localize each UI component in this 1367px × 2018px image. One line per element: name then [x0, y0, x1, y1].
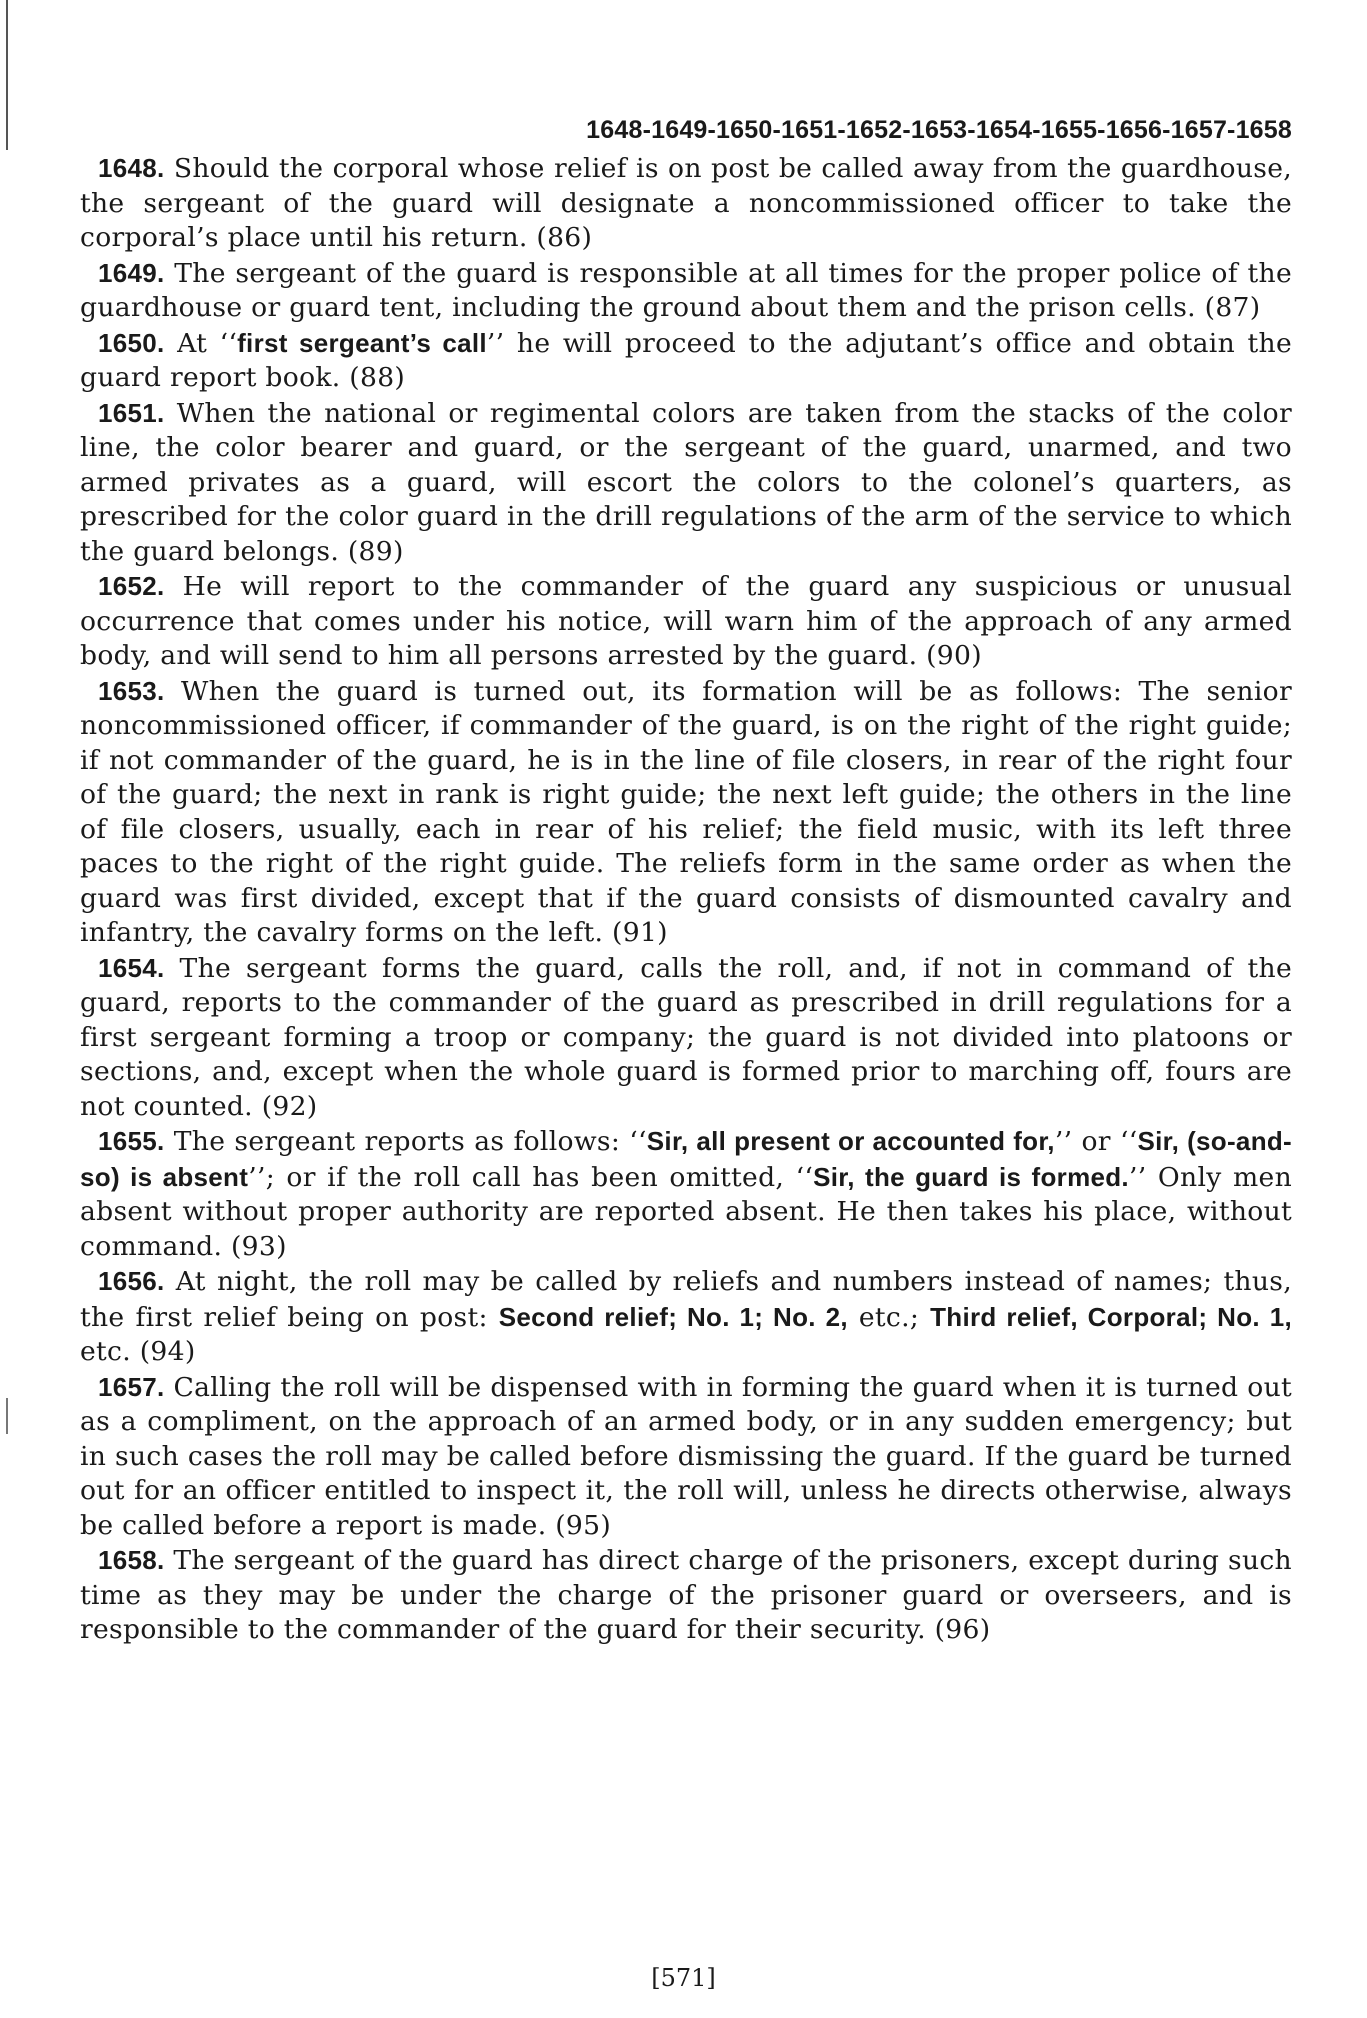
paragraph-text: He will report to the commander of the guard any suspicious or unusual occurrence that comes under his notice, will warn him of the approach of any armed body, and will send to him all persons arrested by the guard. (90): [80, 571, 1292, 671]
paragraph-text: Calling the roll will be dispensed with in forming the guard when it is turned out as a compliment, on the approach of an armed body, or in any sudden emergency; but in such cases the roll may be called before dismissing the guard. If the guard be turned out for an officer entitled to inspect it, the roll will, unless he directs otherwise, always be called before a report is made. (95): [80, 1371, 1292, 1541]
paragraph: [80, 1370, 1292, 1544]
bold-phrase: first sergeant’s call: [237, 327, 487, 358]
paragraph-text: The sergeant forms the guard, calls the roll, and, if not in command of the guard, reports to the commander of the guard as prescribed in drill regulations for a first sergeant forming a troop or company; the guard is not divided into platoons or sections, and, except when the whole guard is formed prior to marching off, fours are not counted. (92): [80, 952, 1292, 1122]
paragraph-text: etc.;: [847, 1301, 931, 1333]
paragraph: [80, 396, 1292, 570]
paragraph-number: 1655.: [98, 1126, 165, 1156]
paragraph-number: 1651.: [98, 397, 165, 428]
paragraph: [80, 674, 1292, 951]
paragraph-number: 1652.: [98, 571, 165, 601]
paragraph-number: 1658.: [98, 1545, 165, 1575]
bold-phrase: Sir, the guard is formed.: [813, 1161, 1129, 1192]
running-head: 1648-1649-1650-1651-1652-1653-1654-1655-1656-1657-1658: [586, 116, 1292, 144]
paragraph: [80, 951, 1292, 1125]
paragraph-text: etc. (94): [80, 1336, 196, 1367]
paragraph-number: 1648.: [98, 153, 165, 183]
paragraph: [80, 1124, 1292, 1264]
paragraph: [80, 1543, 1292, 1648]
paragraph-text: The sergeant of the guard has direct charge of the prisoners, except during such time as they may be under the charge of the prisoner guard or overseers, and is responsible to the commander of the guard for their security. (96): [80, 1545, 1292, 1645]
bold-phrase: Third relief, Corporal; No. 1,: [930, 1301, 1292, 1332]
paragraph-number: 1650.: [98, 327, 165, 358]
paragraph-text: At ‘‘: [164, 327, 238, 359]
paragraph-text: At night, the roll may be called by reliefs and numbers instead of names; thus, the first relief being on post:: [80, 1266, 1292, 1333]
paragraph-text: ’’ or ‘‘: [1054, 1126, 1138, 1157]
paragraph-text: ’’ Only men absent without proper authority are reported absent. He then takes his place, without command. (93): [80, 1161, 1292, 1262]
bold-phrase: Sir, (so-and-so) is absent: [80, 1126, 1293, 1192]
paragraph: [80, 569, 1292, 674]
paragraph-number: 1649.: [98, 257, 165, 288]
paragraph-number: 1654.: [98, 952, 165, 983]
paragraph: [80, 151, 1292, 256]
paragraph: [80, 326, 1292, 396]
bold-phrase: Second relief; No. 1; No. 2,: [498, 1301, 848, 1332]
paragraph: [80, 1264, 1292, 1370]
page-number: [571]: [651, 1964, 716, 1992]
paragraph-text: ’’ he will proceed to the adjutant’s office and obtain the guard report book. (88): [80, 327, 1292, 393]
scan-edge-mark: [6, 0, 8, 150]
paragraph-text: When the national or regimental colors are taken from the stacks of the color line, the color bearer and guard, or the sergeant of the guard, unarmed, and two armed privates as a guard, will escort the colors to the colonel’s quarters, as prescribed for the color guard in the drill regulations of the arm of the service to which the guard belongs. (89): [80, 397, 1292, 567]
paragraph: [80, 256, 1292, 326]
paragraph-text: Should the corporal whose relief is on post be called away from the guardhouse, the sergeant of the guard will designate a noncommissioned officer to take the corporal’s place until his return. (86): [80, 153, 1292, 253]
paragraph-number: 1657.: [98, 1371, 165, 1402]
scan-edge-mark: [6, 1398, 8, 1434]
paragraph-number: 1656.: [98, 1266, 165, 1296]
paragraph-list: [80, 151, 1292, 1648]
paragraph-text: The sergeant reports as follows: ‘‘: [164, 1126, 647, 1157]
paragraph-text: ’’; or if the roll call has been omitted, ‘‘: [248, 1161, 814, 1193]
bold-phrase: Sir, all present or accounted for,: [646, 1126, 1055, 1156]
page-body: [80, 115, 1292, 1648]
paragraph-text: When the guard is turned out, its formation will be as follows: The senior noncommissioned officer, if commander of the guard, is on the right of the right guide; if not commander of the guard, he is in the line of file closers, in rear of the right four of the guard; the next in rank is right guide; the next left guide; the others in the line of file closers, usually, each in rear of his relief; the field music, with its left three paces to the right of the right guide. The reliefs form in the same order as when the guard was first divided, except that if the guard consists of dismounted cavalry and infantry, the cavalry forms on the left. (91): [80, 675, 1292, 948]
paragraph-text: The sergeant of the guard is responsible at all times for the proper police of the guardhouse or guard tent, including the ground about them and the prison cells. (87): [80, 257, 1292, 323]
paragraph-number: 1653.: [98, 675, 165, 706]
